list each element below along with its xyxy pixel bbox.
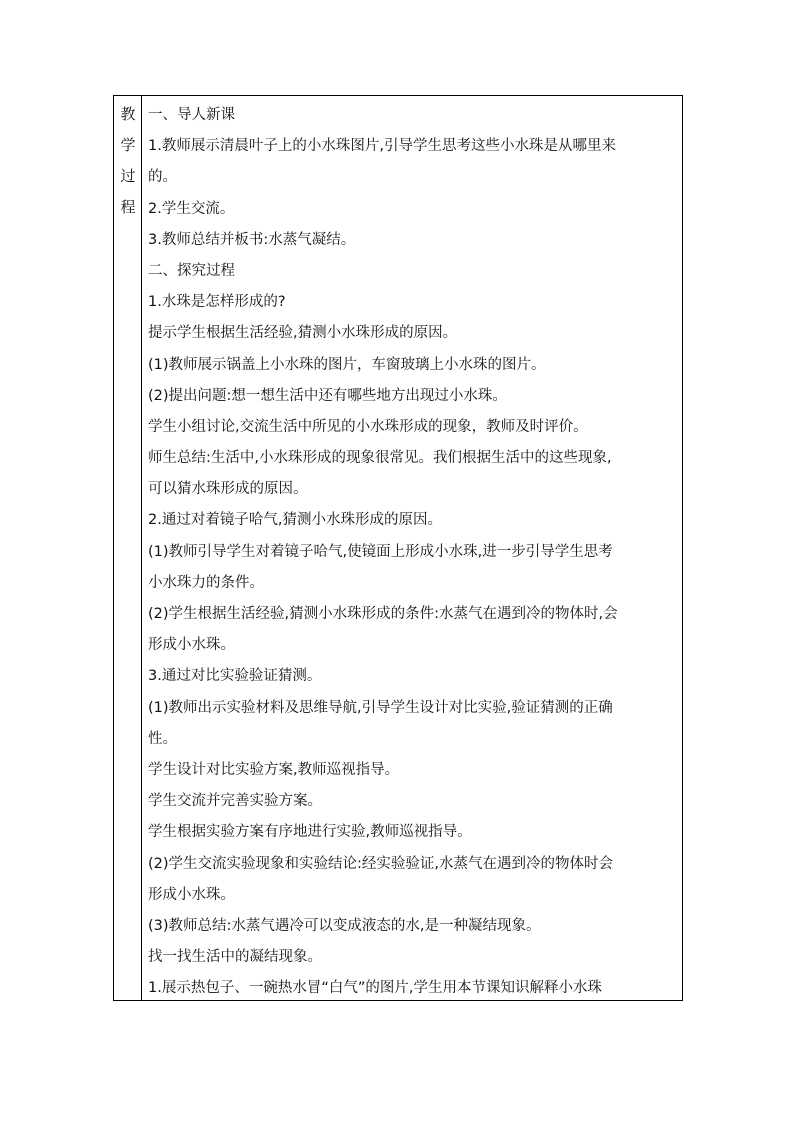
text-line: (1)教师出示实验材料及思维导航,引导学生设计对比实验,验证猜测的正确 (148, 699, 613, 716)
text-line: 找一找生活中的凝结现象。 (148, 949, 322, 966)
text-line: 的。 (148, 169, 177, 186)
text-line: 形成小水珠。 (148, 637, 235, 654)
text-line: 学生根据实验方案有序地进行实验,教师巡视指导。 (148, 824, 472, 841)
heading-explore: 二、探究过程 (148, 262, 235, 279)
lesson-content-cell (148, 100, 678, 1001)
text-line: 师生总结:生活中,小水珠形成的现象很常见。我们根据生活中的这些现象, (148, 450, 612, 467)
text-line: 1.教师展示清晨叶子上的小水珠图片,引导学生思考这些小水珠是从哪里来 (148, 138, 616, 155)
text-line: (1)教师展示锅盖上小水珠的图片，车窗玻璃上小水珠的图片。 (148, 356, 546, 373)
text-line: 提示学生根据生活经验,猜测小水珠形成的原因。 (148, 325, 458, 342)
text-line: (1)教师引导学生对着镜子哈气,使镜面上形成小水珠,进一步引导学生思考 (148, 543, 613, 560)
text-line: (2)学生交流实验现象和实验结论:经实验验证,水蒸气在遇到冷的物体时会 (148, 855, 614, 872)
text-line: 1.展示热包子、一碗热水冒“白气”的图片,学生用本节课知识解释小水珠 (148, 980, 602, 997)
text-line: 学生交流并完善实验方案。 (148, 793, 322, 810)
text-line: 性。 (148, 730, 177, 747)
text-line: 学生设计对比实验方案,教师巡视指导。 (148, 761, 400, 778)
text-line: 形成小水珠。 (148, 886, 235, 903)
text-line: (2)提出问题:想一想生活中还有哪些地方出现过小水珠。 (148, 387, 507, 404)
text-line: 3.教师总结并板书:水蒸气凝结。 (148, 231, 356, 248)
section-label-char: 教 (120, 105, 136, 123)
text-line: 1.水珠是怎样形成的? (148, 294, 286, 311)
text-line: 学生小组讨论,交流生活中所见的小水珠形成的现象，教师及时评价。 (148, 418, 588, 435)
section-label-char: 过 (120, 167, 136, 185)
text-line: 小水珠力的条件。 (148, 574, 264, 591)
text-line: 3.通过对比实验验证猜测。 (148, 668, 322, 685)
lesson-table (113, 95, 683, 1001)
section-label-char: 程 (120, 198, 136, 216)
text-line: 2.通过对着镜子哈气,猜测小水珠形成的原因。 (148, 512, 442, 529)
text-line: (2)学生根据生活经验,猜测小水珠形成的条件:水蒸气在遇到冷的物体时,会 (148, 606, 618, 622)
section-label-char: 学 (120, 136, 136, 154)
text-line: 可以猜水珠形成的原因。 (148, 481, 308, 498)
section-label-cell (114, 96, 142, 1000)
text-line: 2.学生交流。 (148, 200, 235, 217)
heading-intro: 一、导人新课 (148, 107, 235, 123)
text-line: (3)教师总结:水蒸气遇冷可以变成液态的水,是一种凝结现象。 (148, 917, 541, 934)
